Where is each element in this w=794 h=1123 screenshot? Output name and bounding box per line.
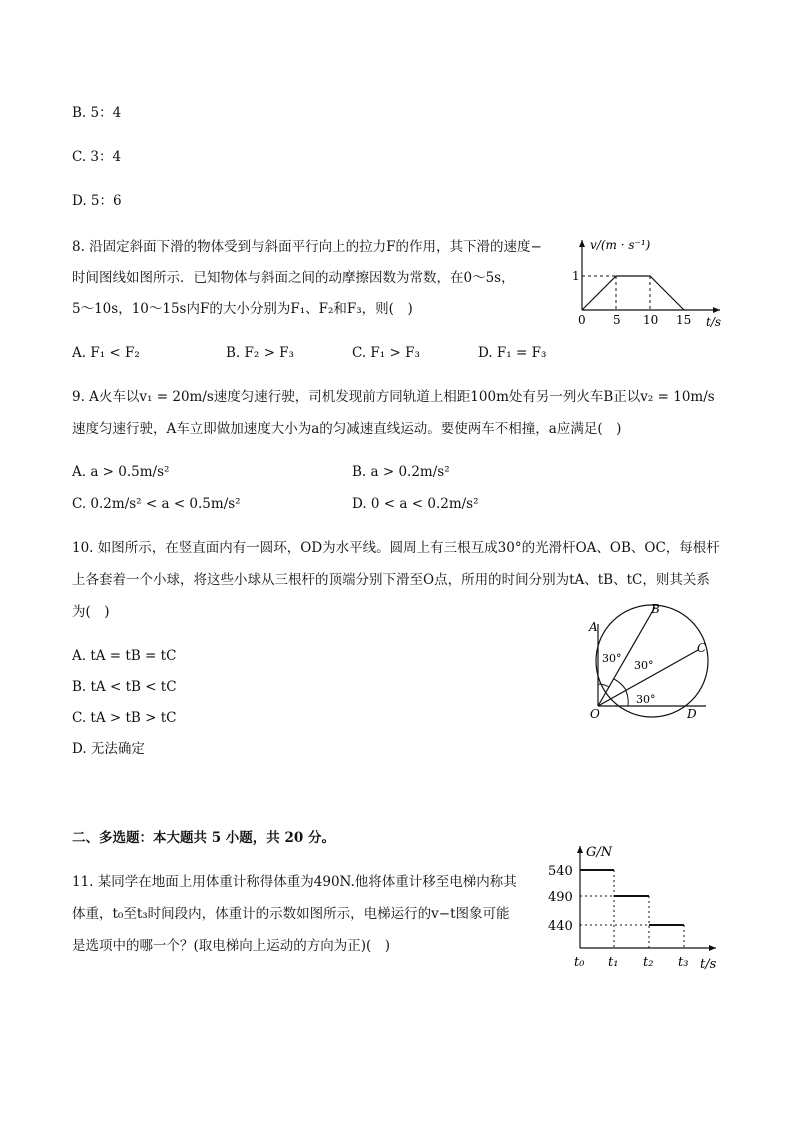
q8-velocity-time-graph bbox=[568, 232, 728, 332]
q10-stem-line1: 10. 如图所示，在竖直面内有一圆环，OD为水平线。圆周上有三根互成30°的光滑杆OA、OB、OC，每根杆 bbox=[72, 540, 720, 556]
q8-graph-x-label: t/s bbox=[706, 315, 722, 329]
q8-stem-line1: 8. 沿固定斜面下滑的物体受到与斜面平行向上的拉力F的作用，其下滑的速度− bbox=[72, 239, 542, 255]
q8-stem-line3: 5～10s，10～15s内F的大小分别为F₁、F₂和F₃，则( ) bbox=[72, 301, 413, 317]
q9-option-a: A. a > 0.5m/s² bbox=[72, 464, 170, 480]
q8-graph-y-label: v/(m · s⁻¹) bbox=[590, 238, 651, 252]
q8-stem-line2: 时间图线如图所示．已知物体与斜面之间的动摩擦因数为常数，在0～5s， bbox=[72, 270, 515, 286]
q8-velocity-curve bbox=[582, 276, 684, 310]
q10-point-b: B bbox=[651, 602, 660, 616]
q8-option-d: D. F₁ = F₃ bbox=[478, 345, 547, 361]
q10-stem-line2: 上各套着一个小球，将这些小球从三根杆的顶端分别下滑至O点，所用的时间分别为tA、tB、tC，则其关系 bbox=[72, 572, 710, 588]
q11-weight-time-graph bbox=[544, 840, 724, 975]
q11-graph-x-tick: t₀ bbox=[574, 955, 585, 970]
q8-option-a: A. F₁ < F₂ bbox=[72, 345, 140, 361]
q8-graph-x-tick: 0 bbox=[578, 313, 586, 327]
q7-option-d: D. 5：6 bbox=[72, 193, 122, 209]
q10-point-a: A bbox=[589, 620, 598, 634]
q11-graph-x-tick: t₁ bbox=[608, 955, 619, 970]
q7-option-b: B. 5：4 bbox=[72, 105, 122, 121]
q11-graph-y-tick: 490 bbox=[548, 890, 573, 905]
q9-option-b: B. a > 0.2m/s² bbox=[352, 464, 450, 480]
q8-graph-y-tick: 1 bbox=[572, 269, 580, 283]
q10-circle-figure bbox=[580, 598, 720, 726]
q9-option-d: D. 0 < a < 0.2m/s² bbox=[352, 496, 479, 512]
q11-graph-y-tick: 440 bbox=[548, 919, 573, 934]
q10-angle-label: 30° bbox=[636, 693, 656, 706]
q11-graph-y-label: G/N bbox=[586, 845, 613, 860]
q10-option-c: C. tA > tB > tC bbox=[72, 710, 177, 726]
q9-stem-line2: 速度匀速行驶，A车立即做加速度大小为a的匀减速直线运动。要使两车不相撞，a应满足( ) bbox=[72, 421, 622, 437]
q11-graph-y-tick: 540 bbox=[548, 864, 573, 879]
q10-point-o: O bbox=[590, 707, 600, 721]
q9-stem-line1: 9. A火车以v₁ = 20m/s速度匀速行驶，司机发现前方同轨道上相距100m处有另一列火车B正以v₂ = 10m/s bbox=[72, 389, 715, 405]
q8-graph-x-tick: 15 bbox=[676, 313, 692, 327]
q7-option-c: C. 3：4 bbox=[72, 149, 122, 165]
q9-option-c: C. 0.2m/s² < a < 0.5m/s² bbox=[72, 496, 241, 512]
q8-graph-x-tick: 10 bbox=[643, 313, 659, 327]
q11-stem-line3: 是选项中的哪一个？(取电梯向上运动的方向为正)( ) bbox=[72, 938, 391, 954]
q10-angle-label: 30° bbox=[602, 652, 622, 665]
q11-graph-x-label: t/s bbox=[700, 957, 717, 972]
q10-option-b: B. tA < tB < tC bbox=[72, 679, 177, 695]
q10-option-a: A. tA = tB = tC bbox=[72, 648, 177, 664]
q11-graph-x-tick: t₂ bbox=[643, 955, 654, 970]
q10-angle-label: 30° bbox=[634, 659, 654, 672]
q8-option-c: C. F₁ > F₃ bbox=[352, 345, 420, 361]
q10-option-d: D. 无法确定 bbox=[72, 741, 145, 757]
q10-point-c: C bbox=[697, 641, 707, 655]
q10-point-d: D bbox=[687, 707, 697, 721]
section-heading: 二、多选题：本大题共 5 小题，共 20 分。 bbox=[72, 830, 335, 846]
q11-stem-line2: 体重，t₀至t₃时间段内，体重计的示数如图所示，电梯运行的v−t图象可能 bbox=[72, 906, 510, 922]
q8-option-b: B. F₂ > F₃ bbox=[226, 345, 294, 361]
q11-graph-x-tick: t₃ bbox=[678, 955, 689, 970]
q8-graph-x-tick: 5 bbox=[613, 313, 621, 327]
q11-stem-line1: 11. 某同学在地面上用体重计称得体重为490N.他将体重计移至电梯内称其 bbox=[72, 874, 517, 890]
q10-stem-line3: 为( ) bbox=[72, 604, 110, 620]
